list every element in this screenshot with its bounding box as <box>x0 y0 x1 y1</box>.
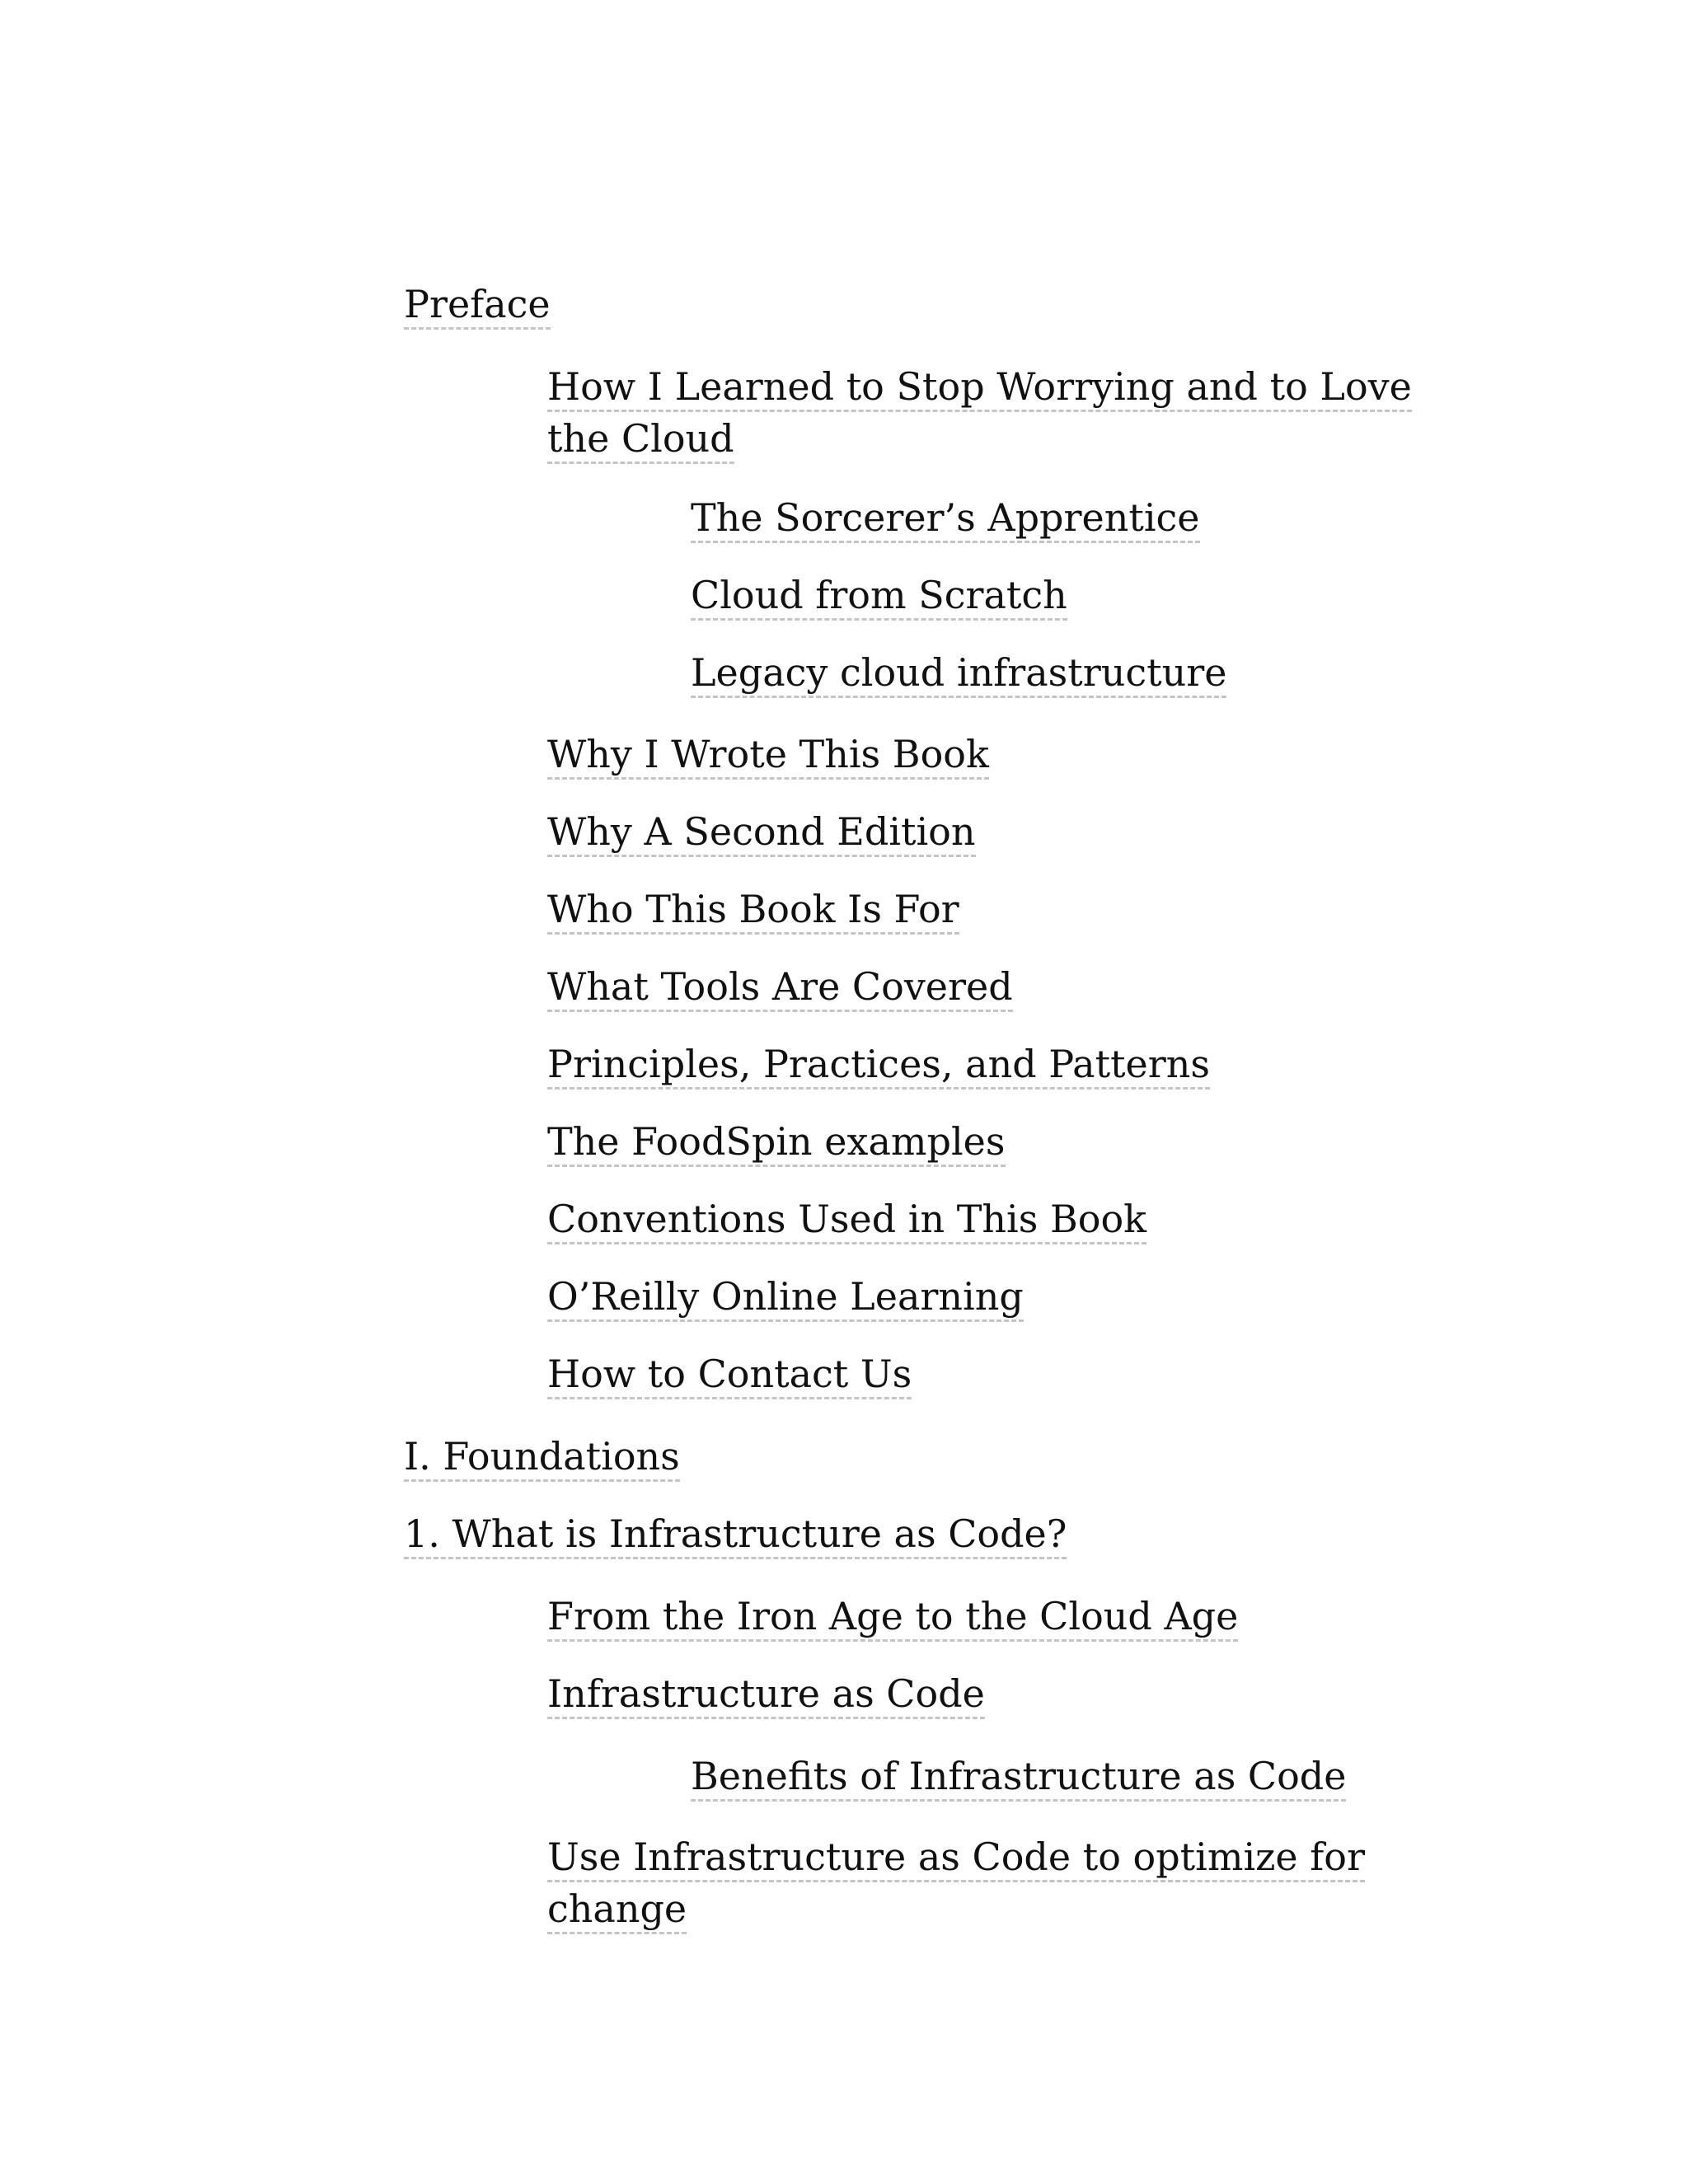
toc-link-what-tools[interactable]: What Tools Are Covered <box>547 961 1013 1012</box>
toc-link-chapter-1[interactable]: 1. What is Infrastructure as Code? <box>404 1508 1067 1559</box>
toc-link-who-this-book-is-for[interactable]: Who This Book Is For <box>547 883 959 935</box>
toc-link-second-edition[interactable]: Why A Second Edition <box>547 806 976 857</box>
toc-link-foodspin[interactable]: The FoodSpin examples <box>547 1116 1006 1167</box>
toc-link-legacy-cloud[interactable]: Legacy cloud infrastructure <box>691 647 1226 698</box>
toc-link-conventions[interactable]: Conventions Used in This Book <box>547 1193 1146 1244</box>
toc-link-iac-benefits[interactable]: Benefits of Infrastructure as Code <box>691 1750 1346 1802</box>
toc-link-sorcerers-apprentice[interactable]: The Sorcerer’s Apprentice <box>691 492 1200 543</box>
toc-link-contact[interactable]: How to Contact Us <box>547 1348 912 1399</box>
toc-link-optimize-for-change[interactable]: Use Infrastructure as Code to optimize for change <box>547 1831 1365 1934</box>
toc-link-iac[interactable]: Infrastructure as Code <box>547 1668 985 1719</box>
toc-link-principles[interactable]: Principles, Practices, and Patterns <box>547 1038 1210 1090</box>
toc-link-oreilly[interactable]: O’Reilly Online Learning <box>547 1271 1024 1322</box>
toc-link-foundations[interactable]: I. Foundations <box>404 1431 680 1482</box>
toc-link-how-i-learned[interactable]: How I Learned to Stop Worrying and to Love the Cloud <box>547 361 1412 464</box>
toc-link-preface[interactable]: Preface <box>404 279 551 330</box>
toc-link-iron-age[interactable]: From the Iron Age to the Cloud Age <box>547 1591 1238 1642</box>
toc-link-why-i-wrote[interactable]: Why I Wrote This Book <box>547 729 989 780</box>
toc-link-cloud-from-scratch[interactable]: Cloud from Scratch <box>691 569 1067 621</box>
